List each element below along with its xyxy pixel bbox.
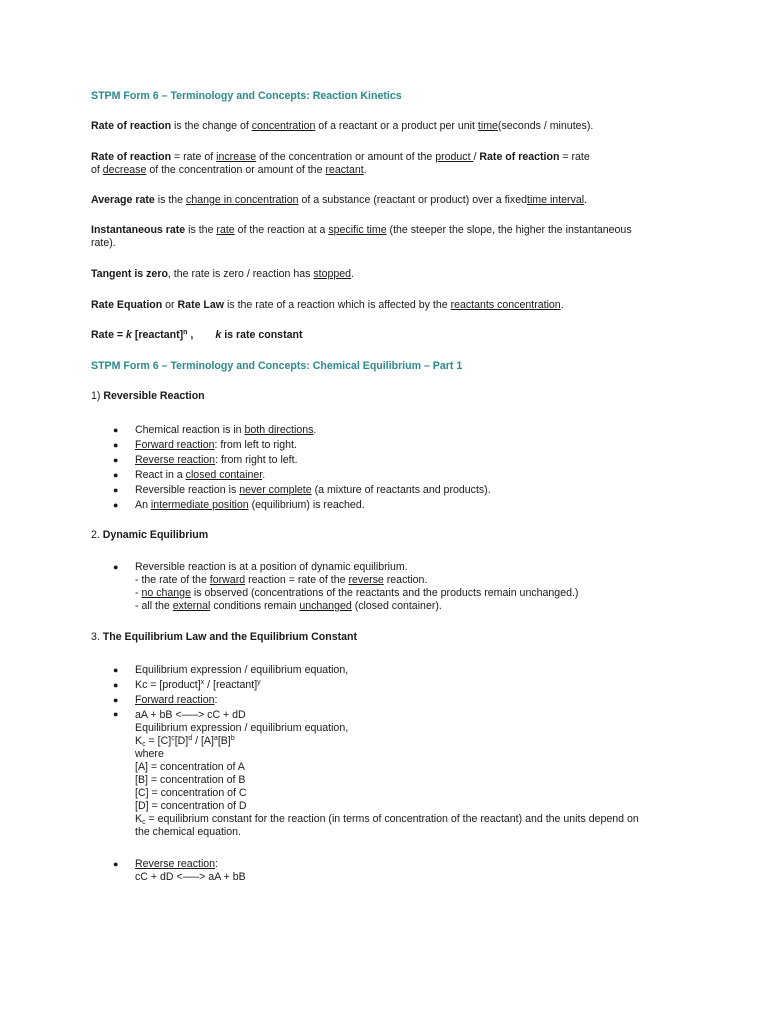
list-item: ● aA + bB <—–> cC + dD Equilibrium expression / equilibrium equation, $K_c = [C]^c[D]^d / [A]^a[B]^b$ where [A] = concentration of A [B] = concentration of B [C] = concentration of C [D] = concentration of D $K_c$ = equilibrium constant for the reaction (in terms of concentration of the reactant) and the units depend on the chemical equation. bbox=[113, 709, 639, 838]
reverse-reaction-list bbox=[91, 858, 691, 884]
list-item: ● Chemical reaction is in both directions. bbox=[113, 424, 317, 436]
average-rate-definition: Average rate is the change in concentration of a substance (reactant or product) over a fixedtime interval. bbox=[91, 194, 588, 206]
rate-equation-definition: Rate Equation or Rate Law is the rate of a reaction which is affected by the reactants concentration. bbox=[91, 299, 564, 311]
list-item: ● Reversible reaction is at a position of dynamic equilibrium. - the rate of the forward reaction = rate of the reverse reaction. - no change is observed (concentrations of the reactants and the products remain unchanged.) - all the external conditions remain unchanged (closed container). bbox=[113, 561, 579, 612]
bullet-icon: ● bbox=[113, 680, 119, 690]
bullet-icon: ● bbox=[113, 500, 119, 510]
list-item: ● Kc = [product]$^x$ / [reactant]$^y$ bbox=[113, 679, 261, 691]
bullet-icon: ● bbox=[113, 859, 119, 869]
list-item: ● React in a closed container. bbox=[113, 469, 266, 481]
equilibrium-law-list bbox=[91, 663, 691, 839]
rate-of-reaction-definition: Rate of reaction is the change of concentration of a reactant or a product per unit time(seconds / minutes). bbox=[91, 120, 594, 132]
bullet-icon: ● bbox=[113, 709, 119, 719]
instantaneous-rate-definition: Instantaneous rate is the rate of the reaction at a specific time (the steeper the slope, the higher the instantaneous rate). bbox=[91, 224, 632, 249]
list-item: ● Reversible reaction is never complete (a mixture of reactants and products). bbox=[113, 484, 491, 496]
list-item: ● An intermediate position (equilibrium) is reached. bbox=[113, 499, 365, 511]
list-item: ● Equilibrium expression / equilibrium equation, bbox=[113, 664, 349, 676]
list-item: ● Reverse reaction: from right to left. bbox=[113, 454, 298, 466]
bullet-icon: ● bbox=[113, 695, 119, 705]
section-reversible-reaction-title: 1) Reversible Reaction bbox=[91, 390, 205, 402]
bullet-icon: ● bbox=[113, 455, 119, 465]
bullet-icon: ● bbox=[113, 470, 119, 480]
section-dynamic-equilibrium-title: 2. Dynamic Equilibrium bbox=[91, 529, 209, 541]
rate-law-formula: Rate = k [reactant]$^n$ , k is rate constant bbox=[91, 329, 303, 341]
bullet-icon: ● bbox=[113, 425, 119, 435]
equilibrium-heading: STPM Form 6 – Terminology and Concepts: Chemical Equilibrium – Part 1 bbox=[91, 360, 463, 372]
rate-increase-decrease-definition: Rate of reaction = rate of increase of the concentration or amount of the product / Rate of reaction = rate of decrease of the concentration or amount of the reactant. bbox=[91, 151, 590, 176]
list-item: ● Reverse reaction: cC + dD <—–> aA + bB bbox=[113, 858, 246, 883]
bullet-icon: ● bbox=[113, 665, 119, 675]
dynamic-equilibrium-list bbox=[91, 561, 691, 613]
bullet-icon: ● bbox=[113, 485, 119, 495]
reversible-reaction-list bbox=[91, 423, 691, 513]
list-item: ● Forward reaction: bbox=[113, 694, 218, 706]
bullet-icon: ● bbox=[113, 440, 119, 450]
kinetics-heading: STPM Form 6 – Terminology and Concepts: Reaction Kinetics bbox=[91, 90, 402, 102]
tangent-zero-note: Tangent is zero, the rate is zero / reaction has stopped. bbox=[91, 268, 355, 280]
list-item: ● Forward reaction: from left to right. bbox=[113, 439, 297, 451]
bullet-icon: ● bbox=[113, 562, 119, 572]
section-equilibrium-law-title: 3. The Equilibrium Law and the Equilibrium Constant bbox=[91, 631, 358, 643]
